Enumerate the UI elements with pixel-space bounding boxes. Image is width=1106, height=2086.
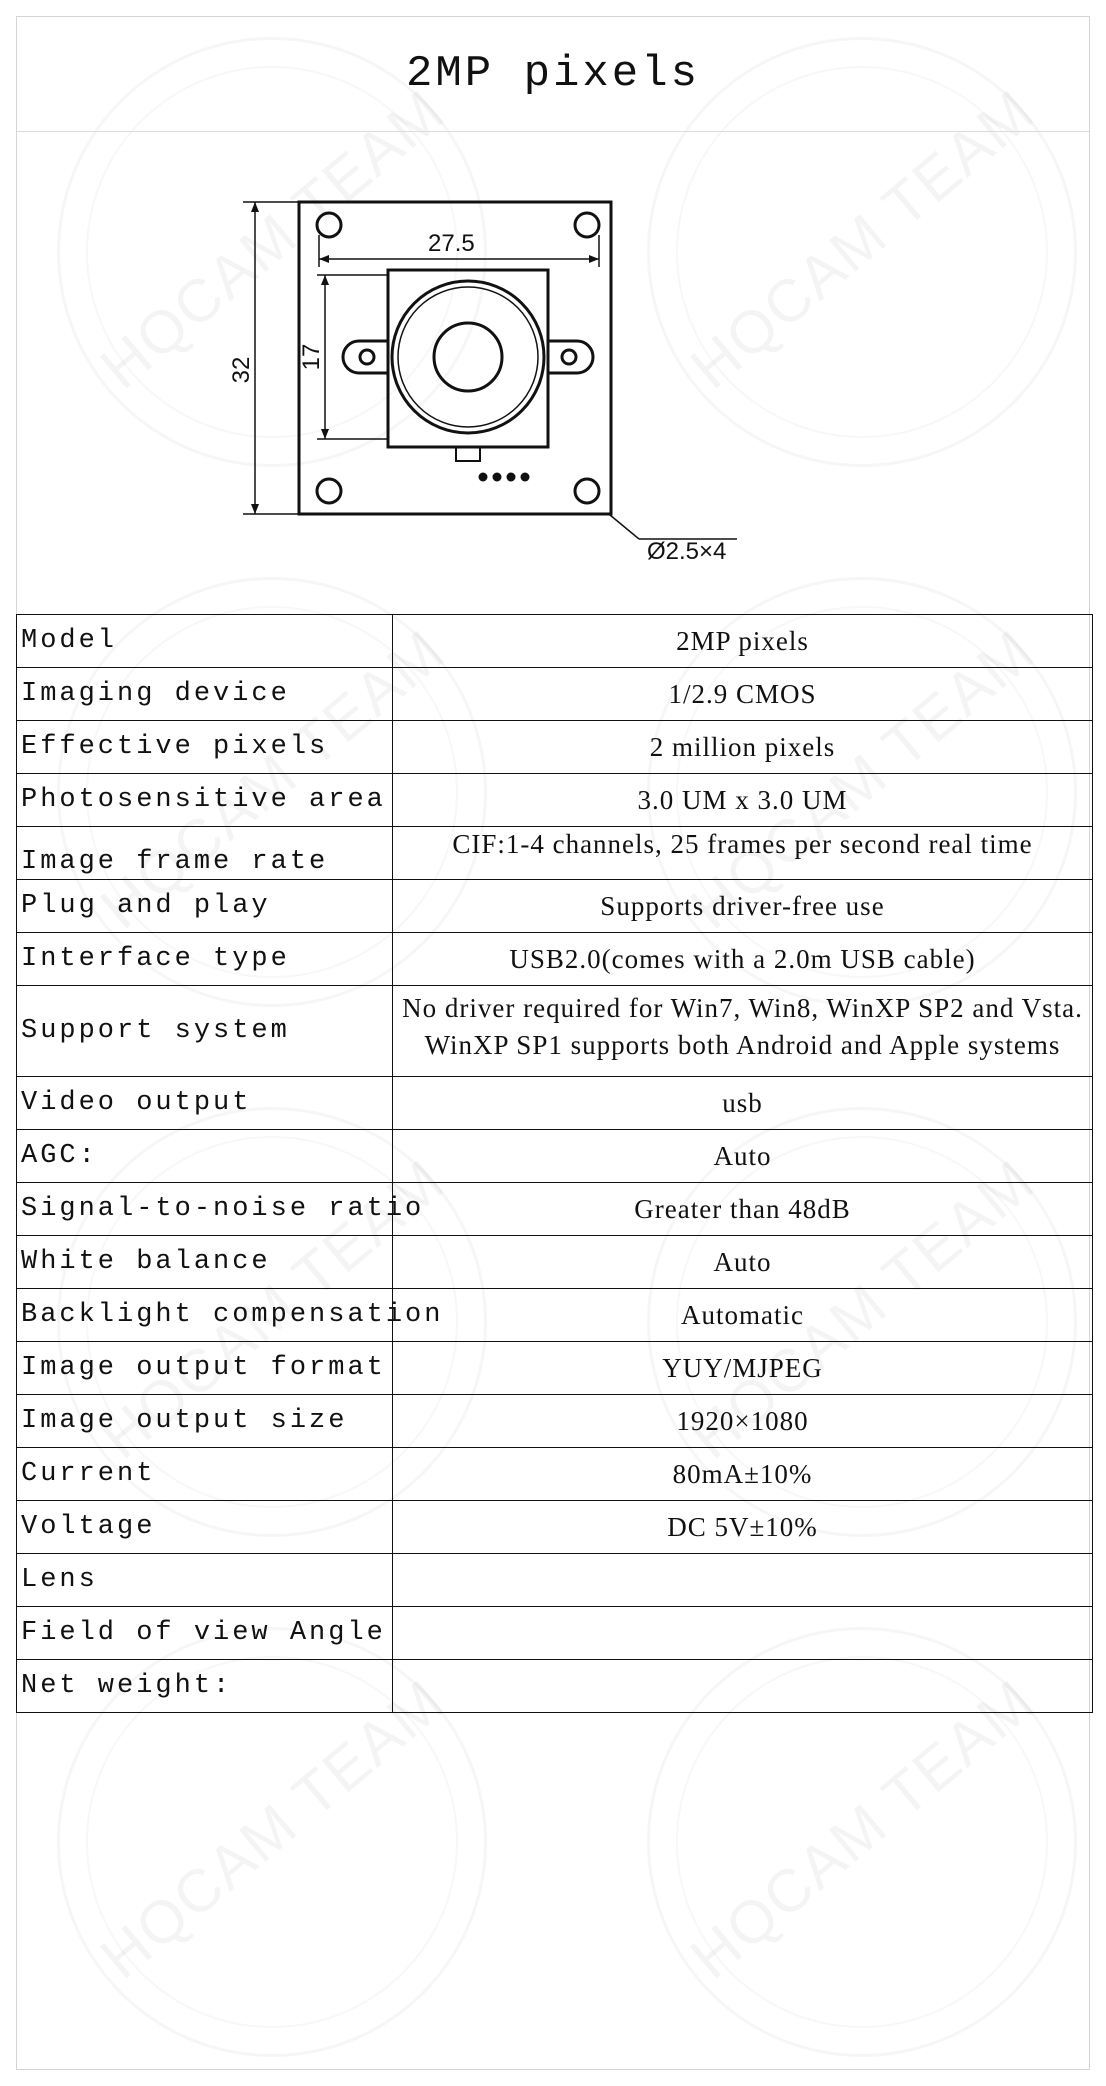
spec-label: Voltage	[17, 1501, 393, 1554]
table-row	[17, 986, 1093, 1077]
table-row	[17, 1395, 1093, 1448]
table-row	[17, 1554, 1093, 1607]
spec-value: Automatic	[393, 1289, 1093, 1342]
spec-value: Auto	[393, 1236, 1093, 1289]
lens-outer-ring	[392, 281, 544, 433]
dimension-hole-label: Ø2.5×4	[647, 538, 727, 565]
spec-value: CIF:1-4 channels, 25 frames per second real time	[393, 827, 1093, 880]
spec-value	[393, 1660, 1093, 1713]
table-row	[17, 1501, 1093, 1554]
spec-sheet-page	[16, 16, 1090, 2070]
spec-table-body	[17, 615, 1093, 1713]
table-row	[17, 1077, 1093, 1130]
spec-label: Lens	[17, 1554, 393, 1607]
spec-label: Backlight compensation	[17, 1289, 393, 1342]
spec-value: 3.0 UM x 3.0 UM	[393, 774, 1093, 827]
lens-ear-right	[548, 341, 593, 373]
spec-value: 1920×1080	[393, 1395, 1093, 1448]
table-row	[17, 827, 1093, 880]
table-row	[17, 1660, 1093, 1713]
spec-label: Interface type	[17, 933, 393, 986]
spec-value: 2MP pixels	[393, 615, 1093, 668]
spec-label: Plug and play	[17, 880, 393, 933]
title-bar	[17, 17, 1089, 132]
dimension-drawing	[207, 167, 827, 587]
spec-label: Imaging device	[17, 668, 393, 721]
table-row	[17, 1607, 1093, 1660]
spec-value	[393, 1554, 1093, 1607]
spec-label: Field of view Angle	[17, 1607, 393, 1660]
table-row	[17, 668, 1093, 721]
table-row	[17, 721, 1093, 774]
mounting-hole	[317, 213, 341, 237]
spec-value: Auto	[393, 1130, 1093, 1183]
spec-label: Effective pixels	[17, 721, 393, 774]
spec-value: Supports driver-free use	[393, 880, 1093, 933]
spec-label: Video output	[17, 1077, 393, 1130]
spec-value: Greater than 48dB	[393, 1183, 1093, 1236]
spec-value: No driver required for Win7, Win8, WinXP SP2 and Vsta. WinXP SP1 supports both Android and Apple systems	[393, 986, 1093, 1077]
mounting-hole	[575, 479, 599, 503]
table-row	[17, 1130, 1093, 1183]
spec-label: Image frame rate	[17, 827, 393, 880]
table-row	[17, 1289, 1093, 1342]
lens-holder	[388, 270, 548, 447]
table-row	[17, 880, 1093, 933]
table-row	[17, 1448, 1093, 1501]
table-row	[17, 615, 1093, 668]
mounting-hole	[317, 479, 341, 503]
table-row	[17, 1183, 1093, 1236]
table-row	[17, 933, 1093, 986]
spec-label: Signal-to-noise ratio	[17, 1183, 393, 1236]
ear-hole	[562, 350, 576, 364]
spec-value: DC 5V±10%	[393, 1501, 1093, 1554]
lens-ear-left	[343, 341, 388, 373]
spec-value: usb	[393, 1077, 1093, 1130]
spec-value: 1/2.9 CMOS	[393, 668, 1093, 721]
dimension-width-label: 27.5	[428, 230, 475, 257]
spec-label: Current	[17, 1448, 393, 1501]
spec-value	[393, 1607, 1093, 1660]
spec-label: AGC:	[17, 1130, 393, 1183]
spec-label: Model	[17, 615, 393, 668]
table-row	[17, 1236, 1093, 1289]
spec-label: Net weight:	[17, 1660, 393, 1713]
dimension-height-label: 32	[228, 356, 255, 384]
spec-label: Photosensitive area	[17, 774, 393, 827]
spec-value: 80mA±10%	[393, 1448, 1093, 1501]
lens-inner-ring	[434, 323, 502, 391]
spec-label: Support system	[17, 986, 393, 1077]
ear-hole	[360, 350, 374, 364]
spec-label: White balance	[17, 1236, 393, 1289]
spec-value: 2 million pixels	[393, 721, 1093, 774]
spec-table	[16, 614, 1093, 1713]
spec-value: USB2.0(comes with a 2.0m USB cable)	[393, 933, 1093, 986]
dimension-lens-label: 17	[298, 343, 325, 371]
page-title: 2MP pixels	[405, 49, 701, 99]
table-row	[17, 1342, 1093, 1395]
spec-label: Image output size	[17, 1395, 393, 1448]
spec-label: Image output format	[17, 1342, 393, 1395]
mounting-hole	[575, 213, 599, 237]
table-row	[17, 774, 1093, 827]
spec-value: YUY/MJPEG	[393, 1342, 1093, 1395]
